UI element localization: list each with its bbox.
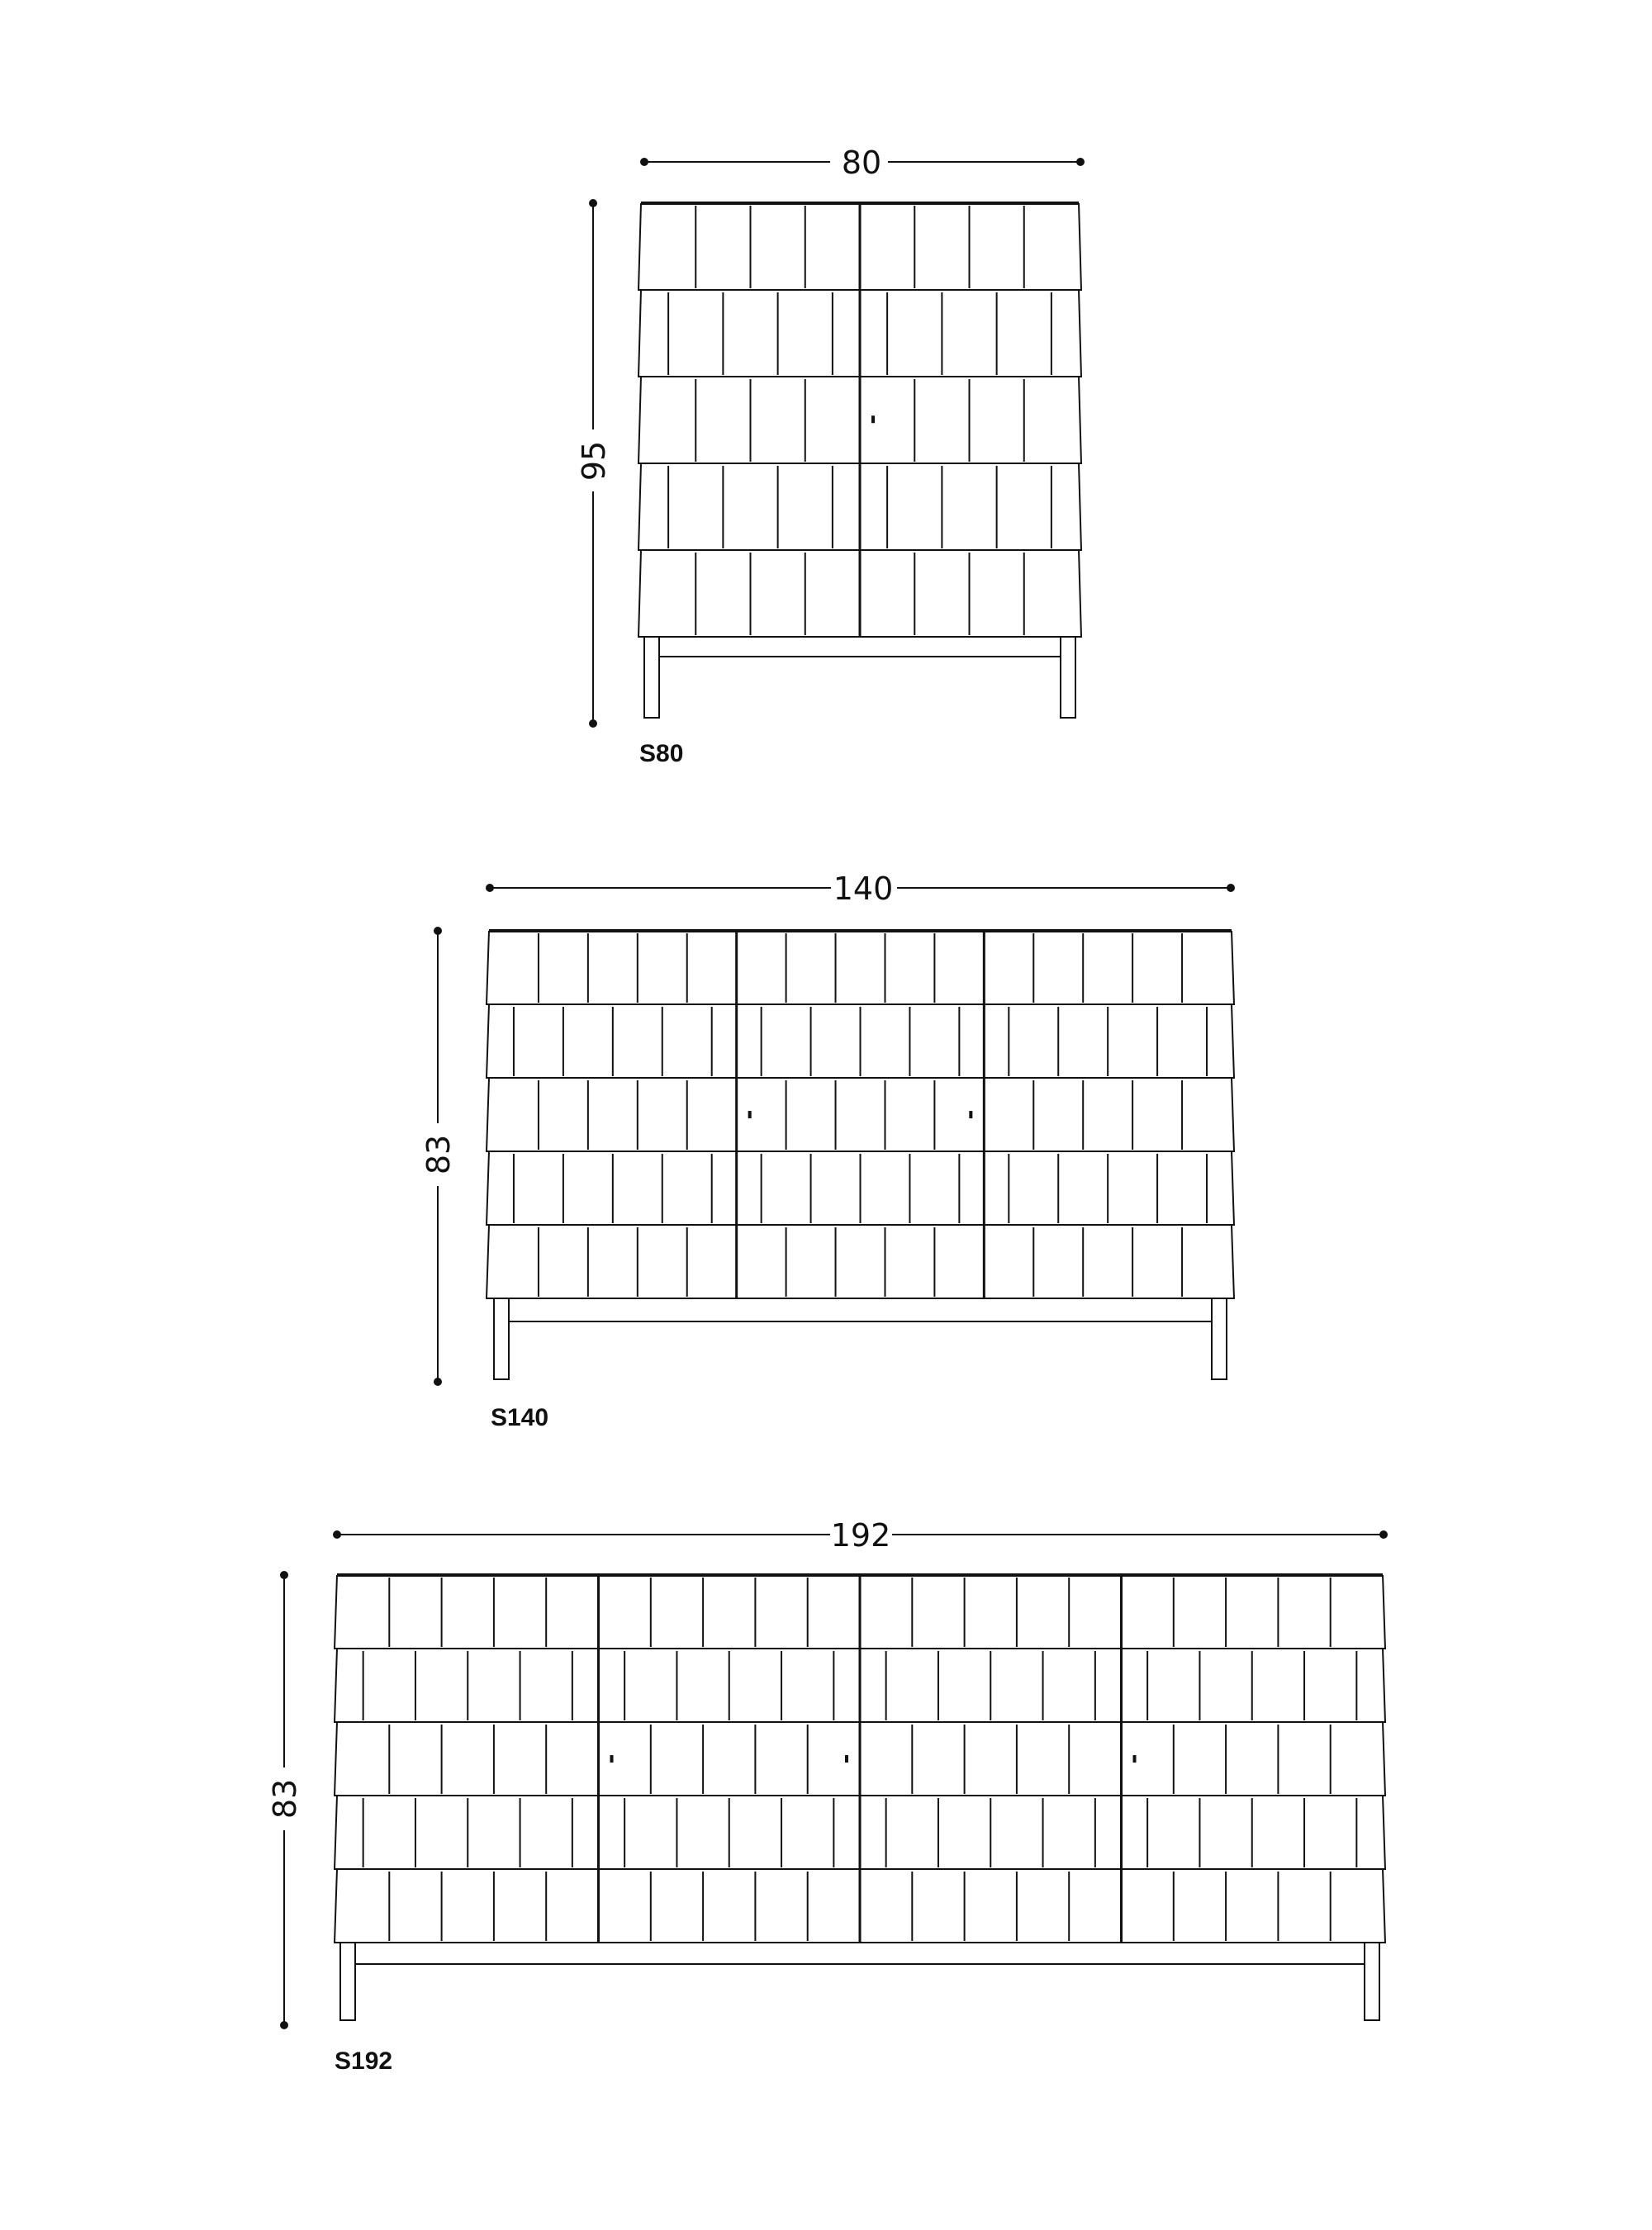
shingle-row-outline: [487, 931, 1234, 1004]
leg-right: [1365, 1943, 1379, 2020]
width-dimension: [640, 145, 1085, 181]
width-dimension: [486, 871, 1235, 907]
height-dimension: [267, 1571, 303, 2029]
leg-left: [644, 637, 659, 718]
leg-left: [494, 1298, 509, 1379]
width-label: 80: [841, 145, 882, 181]
figure-s192: [267, 1517, 1388, 2075]
figure-s80: [576, 145, 1085, 767]
door-handle: [969, 1111, 972, 1118]
height-label: 95: [576, 440, 612, 482]
height-dimension: [420, 927, 457, 1386]
width-label: 140: [833, 871, 894, 907]
cabinet-s80: [638, 203, 1081, 718]
figure-s140: [420, 871, 1235, 1431]
model-label: S140: [491, 1404, 549, 1431]
leg-right: [1212, 1298, 1227, 1379]
shingle-row-outline: [487, 1078, 1234, 1151]
door-handle: [871, 415, 875, 423]
width-dimension: [333, 1517, 1388, 1554]
model-label: S192: [335, 2047, 393, 2075]
height-label: 83: [420, 1134, 457, 1175]
cabinet-s192: [335, 1575, 1385, 2020]
width-label: 192: [830, 1517, 891, 1554]
leg-left: [340, 1943, 355, 2020]
door-handle: [748, 1111, 752, 1118]
door-handle: [610, 1755, 614, 1763]
height-label: 83: [267, 1778, 303, 1820]
shingle-row-outline: [487, 1225, 1234, 1298]
door-handle: [1133, 1755, 1137, 1763]
cabinet-s140: [487, 931, 1234, 1379]
model-label: S80: [639, 740, 684, 767]
leg-right: [1061, 637, 1075, 718]
height-dimension: [576, 199, 612, 728]
door-handle: [845, 1755, 848, 1763]
